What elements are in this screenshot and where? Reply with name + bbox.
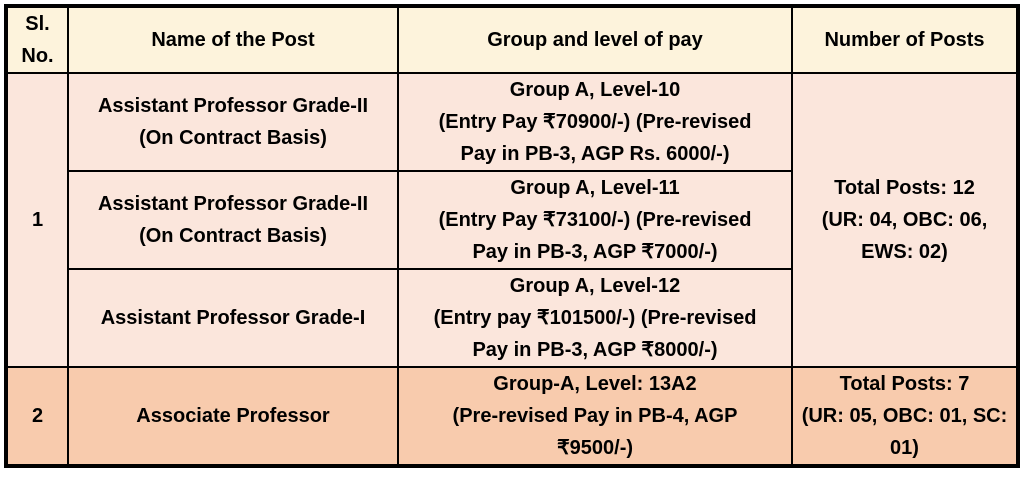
- sl-no-cell: 1: [6, 73, 68, 367]
- posts-table: [4, 4, 1020, 468]
- sl-no-cell: 2: [6, 367, 68, 466]
- pay-level-cell: Group-A, Level: 13A2 (Pre-revised Pay in PB-4, AGP ₹9500/-): [398, 367, 792, 466]
- pay-level-cell: Group A, Level-10 (Entry Pay ₹70900/-) (Pre-revised Pay in PB-3, AGP Rs. 6000/-): [398, 73, 792, 171]
- post-name-cell: Assistant Professor Grade-I: [68, 269, 398, 367]
- header-sl-no: Sl. No.: [6, 6, 68, 73]
- pay-level-cell: Group A, Level-12 (Entry pay ₹101500/-) (Pre-revised Pay in PB-3, AGP ₹8000/-): [398, 269, 792, 367]
- number-of-posts-cell: Total Posts: 12 (UR: 04, OBC: 06, EWS: 02): [792, 73, 1018, 367]
- post-name-cell: Assistant Professor Grade-II (On Contract Basis): [68, 73, 398, 171]
- header-post-name: Name of the Post: [68, 6, 398, 73]
- pay-level-cell: Group A, Level-11 (Entry Pay ₹73100/-) (Pre-revised Pay in PB-3, AGP ₹7000/-): [398, 171, 792, 269]
- number-of-posts-cell: Total Posts: 7 (UR: 05, OBC: 01, SC: 01): [792, 367, 1018, 466]
- post-name-cell: Associate Professor: [68, 367, 398, 466]
- header-number-of-posts: Number of Posts: [792, 6, 1018, 73]
- header-row: [6, 6, 1018, 73]
- post-name-cell: Assistant Professor Grade-II (On Contract Basis): [68, 171, 398, 269]
- header-pay-level: Group and level of pay: [398, 6, 792, 73]
- table-row: [6, 73, 1018, 171]
- table-row: [6, 367, 1018, 466]
